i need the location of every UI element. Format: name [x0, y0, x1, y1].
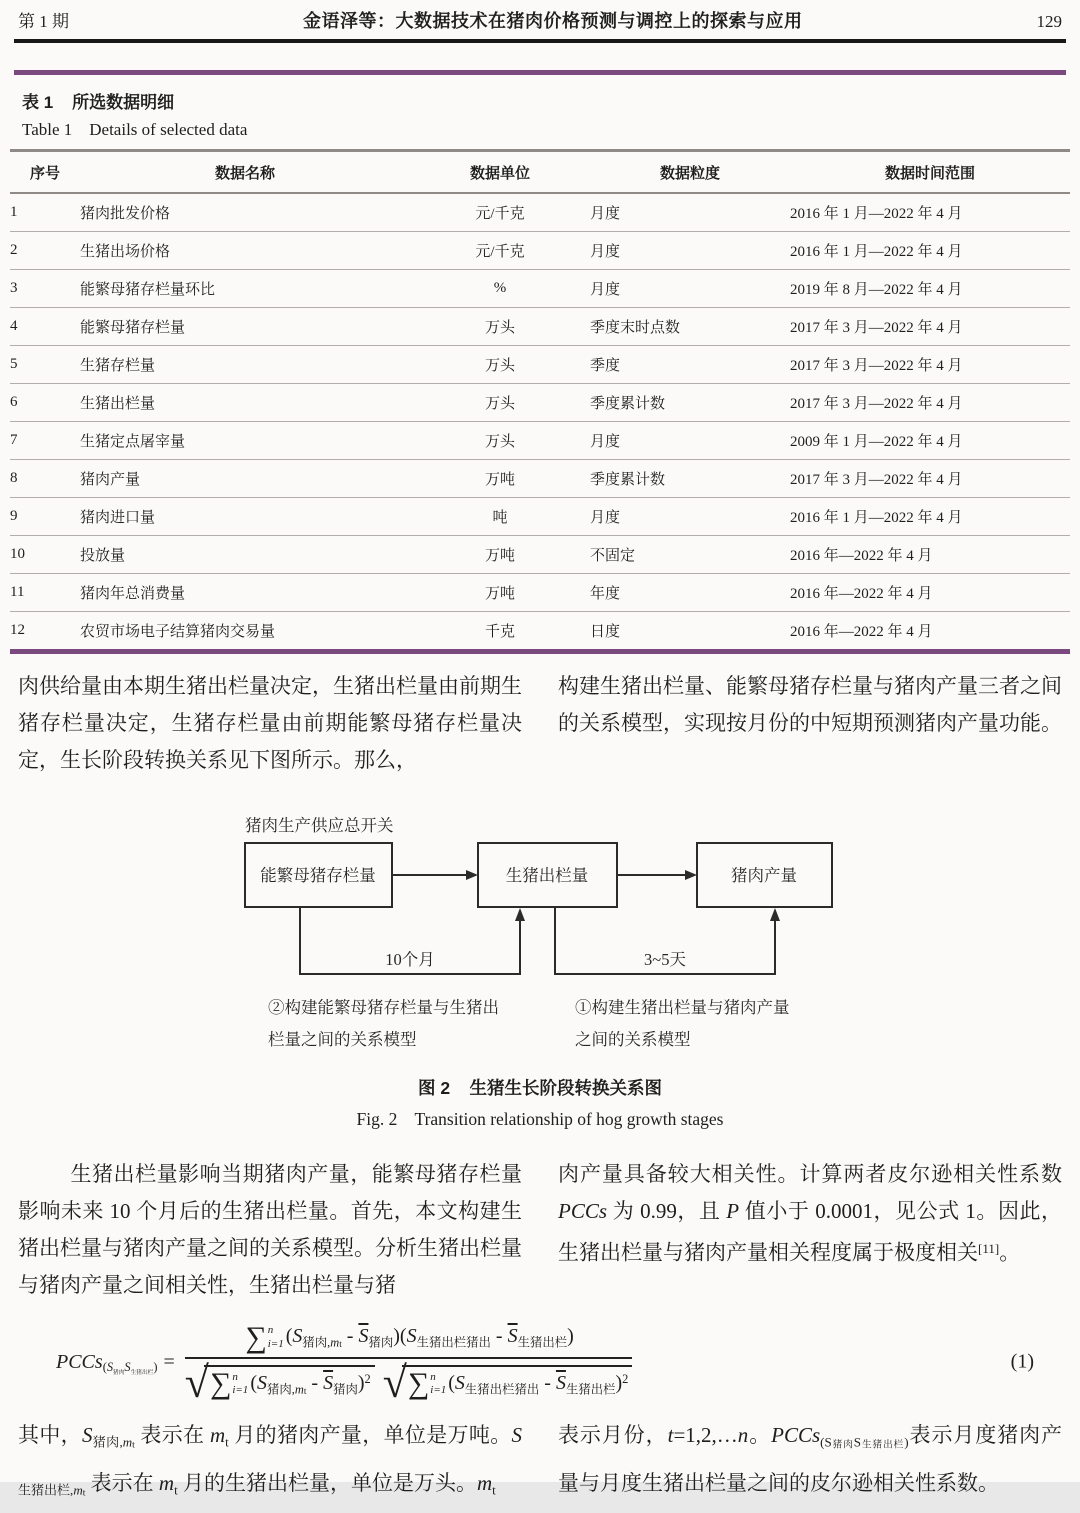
cell-name: 农贸市场电子结算猪肉交易量: [80, 624, 276, 640]
annotation-right-line2: 之间的关系模型: [575, 1030, 691, 1049]
paragraph-right: 表示月份，t=1,2,…n。PCCs$_{(S猪肉S生猪出栏)}$表示月度猪肉产量与月度生猪出栏量之间的皮尔逊相关性系数。: [558, 1423, 1063, 1496]
cell-index: 12: [10, 622, 25, 638]
sum-upper-limit: n: [267, 1324, 274, 1337]
cell-granularity: 月度: [590, 193, 790, 232]
table-caption-zh: 表 1 所选数据明细: [22, 93, 175, 112]
cell-index: 10: [10, 536, 80, 574]
sum-limits: [232, 1371, 248, 1399]
cell-granularity: 年度: [590, 574, 790, 612]
radical-glyph: √: [184, 1357, 209, 1407]
cell-name: 猪肉批发价格: [80, 193, 410, 232]
sum-limits: [268, 1324, 284, 1352]
box-label-hog-slaughter: 生猪出栏量: [505, 866, 589, 885]
sigma-glyph: ∑: [245, 1320, 267, 1354]
text-section-1: [0, 668, 1080, 779]
sqrt-right: [382, 1357, 633, 1407]
cell-granularity: 月度: [590, 270, 790, 308]
equals-sign: =: [163, 1350, 175, 1373]
arrowhead-right: [685, 870, 697, 880]
cell-granularity: 季度末时点数: [590, 308, 790, 346]
equation-number: (1): [1010, 1350, 1034, 1373]
edge-label-3-5-days: 3~5天: [644, 950, 686, 969]
figure-caption-en: Fig. 2 Transition relationship of hog growth stages: [356, 1109, 724, 1129]
cell-granularity: 季度: [590, 346, 790, 384]
cell-time-range: 2017 年 3 月—2022 年 4 月: [790, 460, 1070, 498]
sigma-sum: [210, 1369, 248, 1399]
header-rule: [14, 39, 1066, 43]
cell-name: 猪肉年总消费量: [80, 574, 410, 612]
cell-index: 7: [10, 422, 80, 460]
data-table: [10, 149, 1070, 654]
sqrt-left: [184, 1357, 375, 1407]
cell-time-range: 2016 年 1 月—2022 年 4 月: [790, 193, 1070, 232]
table-caption-en: Table 1 Details of selected data: [22, 120, 248, 139]
cell-time-range: 2016 年 1 月—2022 年 4 月: [790, 498, 1070, 536]
paragraph-left: 肉供给量由本期生猪出栏量决定，生猪出栏量由前期生猪存栏量决定，生猪存栏量由前期能繁母猪存栏量决定，生长阶段转换关系见下图所示。那么，: [18, 674, 522, 772]
paragraph-right: 构建生猪出栏量、能繁母猪存栏量与猪肉产量三者之间的关系模型，实现按月份的中短期预测猪肉产量功能。: [558, 674, 1062, 735]
table-row: [10, 612, 1070, 652]
edge-label-10-months: 10个月: [385, 950, 435, 969]
cell-time-range: 2019 年 8 月—2022 年 4 月: [790, 270, 1070, 308]
annotation-right-line1: ①构建生猪出栏量与猪肉产量: [575, 998, 790, 1017]
radicand: [204, 1365, 375, 1399]
cell-unit: 万头: [410, 346, 590, 384]
page-number: 129: [1036, 12, 1062, 31]
cell-granularity: 月度: [590, 422, 790, 460]
col-header-granularity: 数据粒度: [590, 151, 790, 194]
journal-issue: 第 1 期: [18, 12, 69, 31]
cell-unit: 元/千克: [410, 193, 590, 232]
cell-name: 生猪存栏量: [80, 346, 410, 384]
cell-time-range: 2016 年—2022 年 4 月: [790, 536, 1070, 574]
box-label-sow-inventory: 能繁母猪存栏量: [260, 866, 376, 885]
cell-index: 9: [10, 498, 80, 536]
paragraph-left: 其中，$S_{猪肉,mt}$ 表示在 $m_t$ 月的猪肉产量，单位是万吨。$S_{生猪出栏,mt}$ 表示在 $m_t$ 月的生猪出栏量，单位是万头。$m_t$: [18, 1423, 523, 1499]
cell-granularity: 月度: [590, 232, 790, 270]
cell-name: 投放量: [80, 536, 410, 574]
cell-unit: 千克: [484, 624, 515, 640]
cell-index: 11: [10, 574, 80, 612]
denominator-left-expression: $(S_{猪肉,mt} - \overline{S}_{猪肉})^2$: [250, 1371, 371, 1397]
col-header-index: 序号: [10, 151, 80, 194]
pccs-symbol: PCCs: [56, 1350, 103, 1373]
paragraph-right: 肉产量具备较大相关性。计算两者皮尔逊相关性系数 PCCs 为 0.99，且 P 值小于 0.0001，见公式 1。因此，生猪出栏量与猪肉产量相关程度属于极度相关[11]。: [558, 1162, 1063, 1265]
cell-unit: 吨: [410, 498, 590, 536]
cell-granularity: 季度累计数: [590, 460, 790, 498]
sum-lower-limit: i=1: [430, 1384, 447, 1397]
table-row: [10, 346, 1070, 384]
sigma-glyph: ∑: [209, 1367, 232, 1401]
table-row: [10, 270, 1070, 308]
cell-unit: 万头: [410, 422, 590, 460]
paragraph-left: 生猪出栏量影响当期猪肉产量，能繁母猪存栏量影响未来 10 个月后的生猪出栏量。首先，本文构建生猪出栏量与猪肉产量之间的关系模型。分析生猪出栏量与猪肉产量之间相关性，生猪出栏量与猪: [18, 1162, 522, 1297]
cell-name: 猪肉进口量: [80, 498, 410, 536]
cell-index: 8: [10, 460, 80, 498]
figure-2-diagram: [0, 807, 1080, 1067]
cell-unit: 万吨: [410, 574, 590, 612]
col-header-name: 数据名称: [80, 151, 410, 194]
cell-time-range: 2016 年 1 月—2022 年 4 月: [790, 232, 1070, 270]
table-row: [10, 460, 1070, 498]
table-row: [10, 308, 1070, 346]
cell-index: 1: [10, 193, 80, 232]
sigma-sum: [408, 1369, 446, 1399]
cell-index: 4: [10, 308, 80, 346]
sum-upper-limit: n: [232, 1370, 238, 1383]
equation-1: [18, 1316, 1062, 1408]
cell-time-range: 2016 年—2022 年 4 月: [790, 574, 1070, 612]
cell-unit: 万头: [410, 384, 590, 422]
annotation-left-line2: 栏量之间的关系模型: [268, 1030, 417, 1049]
radical-glyph: √: [382, 1357, 407, 1407]
cell-time-range: 2017 年 3 月—2022 年 4 月: [790, 308, 1070, 346]
col-header-unit: 数据单位: [410, 151, 590, 194]
text-section-3: [0, 1416, 1080, 1513]
numerator-expression: $(S_{猪肉,mt} - \overline{S}_{猪肉})(S_{生猪出栏猪出} - \overline{S}_{生猪出栏})$: [285, 1325, 574, 1350]
cell-time-range: 2017 年 3 月—2022 年 4 月: [790, 346, 1070, 384]
cell-index: 3: [10, 270, 80, 308]
table-row: [10, 536, 1070, 574]
sum-lower-limit: i=1: [267, 1337, 284, 1350]
sum-lower-limit: i=1: [232, 1384, 249, 1397]
cell-time-range: 2009 年 1 月—2022 年 4 月: [790, 422, 1070, 460]
flow-diagram-svg: [0, 807, 1080, 1067]
equation-lhs: [56, 1350, 158, 1377]
fraction: [184, 1320, 633, 1407]
denominator-right-expression: $(S_{生猪出栏猪出} - \overline{S}_{生猪出栏})^2$: [448, 1371, 629, 1397]
sigma-glyph: ∑: [407, 1367, 430, 1401]
cell-time-range: 2016 年—2022 年 4 月: [790, 624, 933, 640]
denominator: [184, 1357, 633, 1407]
cell-name: 生猪出栏量: [80, 384, 410, 422]
pccs-subscript: $(S_{猪肉}S_{生猪出栏})$: [102, 1359, 158, 1377]
figure-caption-zh: 图 2 生猪生长阶段转换关系图: [417, 1078, 663, 1098]
cell-index: 5: [10, 346, 80, 384]
sigma-sum: [245, 1320, 284, 1354]
cell-granularity: 季度累计数: [590, 384, 790, 422]
cell-name: 猪肉产量: [80, 460, 410, 498]
table-header-row: [10, 151, 1070, 194]
cell-unit: 元/千克: [410, 232, 590, 270]
table-row: [10, 498, 1070, 536]
cell-name: 生猪定点屠宰量: [80, 422, 410, 460]
diagram-switch-label: 猪肉生产供应总开关: [245, 816, 394, 835]
cell-granularity: 不固定: [590, 536, 790, 574]
cell-index: 6: [10, 384, 80, 422]
arrowhead-up: [770, 908, 780, 921]
cell-unit: %: [410, 270, 590, 308]
radicand: [402, 1365, 633, 1399]
cell-unit: 万吨: [410, 460, 590, 498]
table-row: [10, 574, 1070, 612]
numerator: [233, 1320, 583, 1357]
col-header-time-range: 数据时间范围: [790, 151, 1070, 194]
cell-name: 能繁母猪存栏量环比: [80, 270, 410, 308]
table-row: [10, 232, 1070, 270]
page-header: [0, 0, 1080, 33]
cell-granularity: 日度: [590, 624, 621, 640]
arrowhead-up: [515, 908, 525, 921]
cell-unit: 万头: [410, 308, 590, 346]
sum-limits: [430, 1371, 446, 1399]
sum-upper-limit: n: [430, 1370, 436, 1383]
table-row: [10, 384, 1070, 422]
cell-index: 2: [10, 232, 80, 270]
annotation-left-line1: ②构建能繁母猪存栏量与生猪出: [268, 998, 499, 1017]
text-section-2: [0, 1156, 1080, 1304]
table-row: [10, 193, 1070, 232]
cell-time-range: 2017 年 3 月—2022 年 4 月: [790, 384, 1070, 422]
table-row: [10, 422, 1070, 460]
cell-granularity: 月度: [590, 498, 790, 536]
running-title: 金语泽等：大数据技术在猪肉价格预测与调控上的探索与应用: [303, 11, 803, 31]
accent-rule-top: [14, 70, 1066, 75]
cell-name: 生猪出场价格: [80, 232, 410, 270]
box-label-pork-output: 猪肉产量: [731, 866, 797, 885]
cell-unit: 万吨: [410, 536, 590, 574]
cell-name: 能繁母猪存栏量: [80, 308, 410, 346]
arrowhead-right: [466, 870, 478, 880]
